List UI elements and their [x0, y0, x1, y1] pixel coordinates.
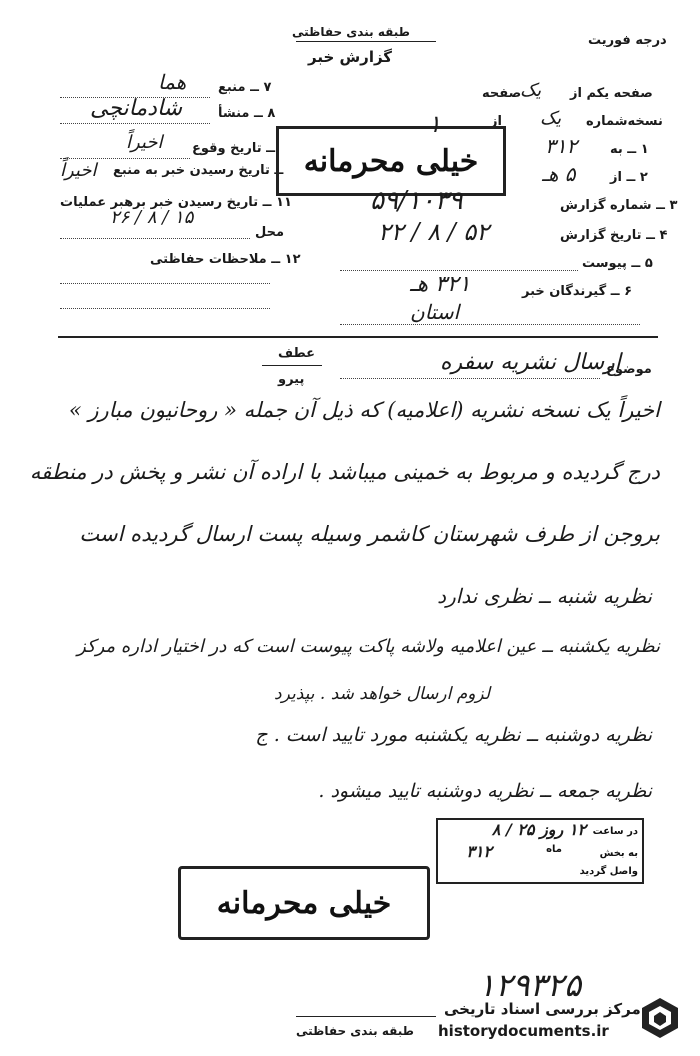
field-source-value: هما: [158, 70, 187, 94]
body-line-1: اخیراً یک نسخه نشریه (اعلامیه) که ذیل آن جمله « روحانیون مبارز »: [68, 398, 660, 422]
notes-line-2: [60, 308, 270, 309]
field-from-label: ۲ ــ از: [610, 170, 648, 185]
field-reach-source-value: اخیراً: [60, 160, 97, 181]
recipients-line: [340, 324, 640, 325]
priority-label: درجه فوریت: [588, 33, 667, 48]
receipt-month-label: ماه: [546, 844, 562, 855]
opinion-line-2: نظریه یکشنبه ــ عین اعلامیه ولاشه پاکت پیوست است که در اختیار اداره مرکز: [77, 636, 660, 657]
field-origin-label: ۸ ــ منشأ: [218, 106, 276, 121]
field-attachment-line: [340, 270, 578, 271]
field-report-date-value: ۲۲ / ۸ / ۵۲: [378, 218, 490, 246]
form-title: گزارش خبر: [308, 48, 393, 66]
section-divider: [58, 336, 658, 338]
field-security-notes-label: ۱۲ ــ ملاحظات حفاظتی: [150, 252, 301, 267]
classification-tier-bottom: طبقه بندی حفاظتی: [296, 1024, 414, 1038]
atf-divider: [262, 365, 322, 366]
atf-label: عطف: [278, 346, 316, 361]
classification-tier-top: طبقه بندی حفاظتی: [292, 25, 410, 39]
field-occurrence-line: [60, 158, 190, 159]
subject-line: [340, 378, 600, 379]
watermark-url: historydocuments.ir: [438, 1022, 609, 1040]
field-to-value: ۳۱۲: [545, 134, 578, 158]
peyro-label: پیرو: [278, 372, 305, 387]
field-report-no-label: ۳ ــ شماره گزارش: [560, 198, 678, 213]
field-source-label: ۷ ــ منبع: [218, 80, 272, 95]
bottom-secret-stamp-text: خیلی محرمانه: [216, 885, 392, 921]
receipt-received-label: واصل گردید: [579, 866, 638, 877]
field-recipients-extra: استان: [410, 300, 460, 324]
field-place-label: محل: [255, 225, 285, 240]
stamp-handwritten-mark: ۱: [428, 110, 441, 138]
watermark-org: مرکز بررسی اسناد تاریخی: [444, 1000, 641, 1018]
field-report-date-label: ۴ ــ تاریخ گزارش: [560, 228, 668, 243]
field-occurrence-label: ــ تاریخ وقوع: [192, 141, 276, 156]
body-line-3: بروجن از طرف شهرستان کاشمر وسیله پست ارسال گردیده است: [79, 522, 660, 546]
receipt-time-value: ۱۲ روز ۲۵ / ۸: [491, 820, 586, 839]
footer-divider: [296, 1016, 436, 1017]
document-number: ۱۲۹۳۲۵: [478, 966, 582, 1004]
receipt-section-label: به بخش: [599, 848, 638, 859]
field-place-line: [60, 238, 250, 239]
page-label: صفحه یکم از: [570, 86, 653, 101]
copy-of-label: از: [490, 114, 502, 129]
opinion-line-4: نظریه دوشنبه ــ نظریه یکشنبه مورد تایید است . ج: [255, 724, 652, 746]
field-attachment-label: ۵ ــ پیوست: [582, 256, 653, 271]
header-divider: [296, 41, 436, 42]
field-origin-value: شادمانچی: [90, 96, 183, 121]
copy-handwritten: یک: [540, 108, 562, 129]
opinion-line-1: نظریه شنبه ــ نظری ندارد: [437, 584, 652, 608]
notes-line-1: [60, 283, 270, 284]
bottom-secret-stamp: [178, 866, 430, 940]
field-occurrence-value: اخیراً: [126, 132, 163, 153]
copy-label: نسخه‌شماره: [586, 114, 663, 129]
field-recipients-value: ۳۲۱ هـ: [410, 272, 471, 297]
field-reach-source-label: ــ تاریخ رسیدن خبر به منبع: [113, 163, 284, 178]
field-report-no-value: ۵۹/۱۰۳۹: [370, 186, 463, 216]
receipt-section-value: ۳۱۲: [466, 842, 492, 861]
top-secret-stamp-text: خیلی محرمانه: [303, 143, 479, 179]
page-label-2: صفحه: [482, 86, 522, 101]
watermark-logo-icon: [638, 996, 682, 1040]
subject-value: ارسال نشریه سفره: [440, 350, 621, 375]
field-recipients-label: ۶ ــ گیرندگان خبر: [522, 284, 633, 299]
field-to-label: ۱ ــ به: [610, 142, 649, 157]
field-reach-leader-label: ۱۱ ــ تاریخ رسیدن خبر برهبر عملیات: [60, 195, 292, 210]
opinion-line-3: لزوم ارسال خواهد شد . بپذیرد: [274, 684, 490, 704]
page-handwritten: یک: [520, 80, 542, 101]
opinion-line-5: نظریه جمعه ــ نظریه دوشنبه تایید میشود .: [318, 780, 652, 802]
receipt-time-label: در ساعت: [592, 826, 638, 837]
field-reach-leader-value: ۲۶ / ۸ / ۱۵: [110, 207, 194, 228]
body-line-2: درج گردیده و مربوط به خمینی میباشد با اراده آن نشر و پخش در منطقه: [29, 460, 660, 484]
receipt-stamp: [436, 818, 644, 884]
subject-label: موضوع: [606, 362, 652, 377]
field-origin-line: [60, 123, 210, 124]
field-from-value: ۵ هـ: [542, 162, 576, 186]
